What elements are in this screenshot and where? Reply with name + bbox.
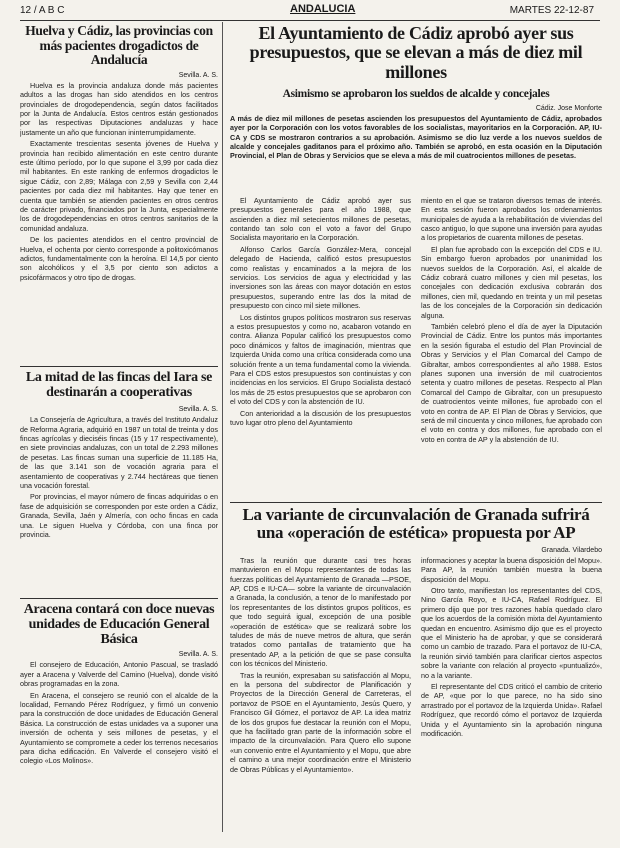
article-body (20, 81, 218, 293)
headline: Aracena contará con doce nuevas unidades de Educación General Básica (23, 602, 215, 648)
article-body (20, 660, 218, 810)
subheadline: Asimismo se aprobaron los sueldos de alcalde y concejales (282, 88, 550, 101)
paragraph: Alfonso Carlos García González-Mera, concejal delegado de Hacienda, calificó estos presupuestos como realistas y encaminados a la mejora de los servicios. Los servicios de agua y electricidad y las inversiones son las áreas con mayor dotación en estos presupuestos, superando entre las dos la mitad de presupuesto con cinco mil siete millones. (230, 244, 411, 311)
byline: Cádiz. Jose Monforte (535, 104, 602, 112)
paragraph: Por provincias, el mayor número de fincas adquiridas o en fase de adquisición se corresponden por este orden a Cádiz, Granada, Sevilla, Jaén y Almería, con ocho fincas en cada una. Le siguen Huelva y Córdoba, con una finca por provincia. (20, 492, 218, 540)
divider (20, 598, 218, 599)
article-columns (230, 196, 602, 460)
paragraph: En Aracena, el consejero se reunió con el alcalde de la localidad, Fernando Pérez Rodríguez, y firmó un convenio para la construcción de doce unidades de Educación General Básica. La construcción de estas unidades va a suponer una inversión de ochenta y seis millones de pesetas, y el Ayuntamiento se compromete a ceder los terrenos necesarios para dicha edificación. En Valverde el consejero visitó el colegio «Los Molinos». (20, 690, 218, 766)
paragraph: El representante del CDS criticó el cambio de criterio de AP, «que por lo que parece, no ha sido sino arrastrado por el portavoz de la Izquierda Unida». Rafael Rodríguez, que recordó cómo el portavoz de Izquierda Unida y el Ayuntamiento sin la aprobación ninguna modificación. (421, 682, 602, 739)
paragraph: Exactamente trescientas sesenta jóvenes de Huelva y provincia han recibido alimentación en este centro durante este último período, por lo que supone el 3,99 por cada diez mil habitantes. En este ranking de enfermos drogadictos le sigue Cádiz, con 2,89; Málaga con 2,59 y Sevilla con 2,44 pacientes por cada diez mil habitantes. Hay que tener en cuenta que también se atienden pacientes en otros centros de carácter privado, financiados por la Junta, especialmente los de drogodependencias en otros centros sanitarios de la comunidad andaluza. (20, 139, 218, 233)
divider (230, 502, 602, 503)
paragraph: El consejero de Educación, Antonio Pascual, se trasladó ayer a Aracena y Valverde del Camino (Huelva), donde visitó obras programadas en la zona. (20, 660, 218, 689)
paragraph: El Ayuntamiento de Cádiz aprobó ayer sus presupuestos generales para el año 1988, que ascienden a diez mil setecientos millones de pesetas, contando tan solo con el voto a favor del Grupo Socialista mayoritario en la Corporación. (230, 195, 411, 243)
text-column (230, 196, 411, 460)
paragraph: De los pacientes atendidos en el centro provincial de Huelva, el ochenta por ciento corresponde a politoxicómanos adictos, fundamentalmente con la heroína. El 14,5 por ciento son alcohólicos y el 3,5 por ciento son adictos a psicofármacos y otro tipo de drogas. (20, 235, 218, 282)
paragraph: informaciones y aceptar la buena disposición del Mopu». Para AP, la reunión también muestra la buena disposición del Mopu. (421, 555, 602, 584)
paragraph: Tras la reunión que durante casi tres horas mantuvieron en el Mopu representantes de todas las fuerzas políticas del Ayuntamiento de Granada —PSOE, AP, CDS e IU-CA— sobre la variante de circunvalación a Granada, la conclusión, a tenor de lo manifestado por los representantes de los distintos grupos políticos, es que todo seguirá igual, excepción de una posible «operación de estética» que se realizará sobre los taludes de más de nueve metros de altura, que serán tratados como pantallas de tratamiento que ha presentado AP, a la petición de que se pase consulta con los técnicos del Ministerio. (230, 555, 411, 669)
article-iara-farms (20, 370, 218, 575)
byline: Sevilla. A. S. (178, 651, 218, 659)
paragraph: La Consejería de Agricultura, a través del Instituto Andaluz de Reforma Agraria, adquirió en 1987 un total de treinta y dos fincas agrícolas y dieciséis fincas (15 y 17 respectivamente), en siete provincias andaluzas, con un total de 2.293 millones de pesetas. Las fincas suman una superficie de 11.185 Ha, de las que 3.141 son de vocación agraria para el asentamiento de cooperativas y 2.744 hectáreas que tienen una vocación forestal. (20, 415, 218, 491)
paragraph: También celebró pleno el día de ayer la Diputación Provincial de Cádiz. Entre los puntos más importantes en la sesión figuraba el estudio del Plan Provincial de Obras y Servicios y el Plan Comarcal del Campo de Gibraltar, ambos correspondientes al año 1988. Estos planes suponen una inversión de mil cuatrocientos setenta y cuatro millones de pesetas. Respecto al Plan Comarcal del Campo de Gibraltar, con un presupuesto de cuatrocientos veinte millones, fue aprobado con el voto en contra de AP. El Plan de Obras y Servicios, que será de mil cincuenta y cinco millones, fue aprobado con el voto en contra y dos millones, fue aprobado con el voto en contra de AP y la abstención de IU. (421, 322, 602, 444)
article-columns (230, 556, 602, 826)
page-number: 12 / A B C (20, 5, 65, 16)
lead-paragraph: A más de diez mil millones de pesetas ascienden los presupuestos del Ayuntamiento de Cádiz, aprobados ayer por la Corporación con los votos favorables de los socialistas, mayoritarios en la Corporación. AP, IU-CA y CDS se mostraron contrarios a su aprobación. Asimismo se dio luz verde a los nuevos sueldos de alcalde y concejales gaditanos para el próximo año. También se aprobó, en esta ocasión en la Diputación Provincial, el Plan de Obras y Servicios que se eleva a más de mil cuatrocientos millones de pesetas. (230, 113, 602, 161)
article-drug-patients (20, 24, 218, 293)
paragraph: Otro tanto, manifiestan los representantes del CDS, Nino García Royo, e IU-CA, Rafael Rodríguez. El primero dijo que por tres razones había quedado claro que los acuerdos de la comisión mixta del Ayuntamiento quedan en encuentro. Asimismo dijo que es el proyecto que el Ministerio ha de aprobar, y que se considerará como un cambio de trazado. Para el portavoz de IU-CA, la reunión sirvió también para clarificar ciertos aspectos sobre la variante con relación al proyecto «puntualizó», no a la variante. (421, 585, 602, 680)
paragraph: El plan fue aprobado con la excepción del CDS e IU. Sin embargo fueron aprobados por unanimidad los nuevos sueldos de la Corporación. Así, el alcalde de Cádiz cobrará cuatro millones y cien mil pesetas, los concejales con dedicación exclusiva cobrarán dos millones, cien mil, quedando en treinta y un mil pesetas las de los concejales de la Corporación sin dedicación alguna. (421, 244, 602, 320)
byline: Granada. Vilardebo (541, 546, 602, 554)
text-column (230, 556, 411, 826)
paragraph: Con anterioridad a la discusión de los presupuestos tuvo lugar otro pleno del Ayuntamiento (230, 408, 411, 428)
paragraph: Huelva es la provincia andaluza donde más pacientes adultos a las drogas han sido atendidos en los centros provinciales de drogodependencia, según datos facilitados por la Junta de Andalucía. Estos centros están gestionados por las respectivas Diputaciones andaluzas y hace justamente un año que funcionan ininterrumpidamente. (20, 80, 218, 137)
page-header (20, 2, 600, 21)
byline: Sevilla. A. S. (178, 71, 218, 79)
article-cadiz-budget (230, 24, 602, 460)
column-divider (222, 22, 223, 832)
text-column (421, 556, 602, 826)
paragraph: Tras la reunión, expresaban su satisfacción al Mopu, en la persona del subdirector de Planificación y Proyectos de la Dirección General de Carreteras, el portavoz de PSOE en el Ayuntamiento, Jesús Quero, y Francisco Gil Gómez, el portavoz de AP. La idea matriz de los dos grupos fue destacar la reunión con el Mopu, que ha facilitado gran parte de la información sobre el impacto de la circunvalación. Para Quero ello supone «un convenio entre el Ayuntamiento y el Mopu, que abre el camino a una mejor coordinación entre el Ministerio de Obras Públicas y el Ayuntamiento». (230, 670, 411, 774)
byline: Sevilla. A. S. (178, 406, 218, 414)
issue-date: MARTES 22-12-87 (509, 5, 594, 16)
article-aracena-schools (20, 602, 218, 810)
headline: La variante de circunvalación de Granada sufrirá una «operación de estética» propuesta por AP (242, 505, 590, 543)
headline: La mitad de las fincas del Iara se destinarán a cooperativas (25, 370, 213, 401)
divider (20, 366, 218, 367)
headline: El Ayuntamiento de Cádiz aprobó ayer sus presupuestos, que se elevan a más de diez mil millones (249, 23, 583, 82)
article-granada-bypass (230, 506, 602, 826)
article-body (20, 415, 218, 575)
paragraph: Los distintos grupos políticos mostraron sus reservas a estos presupuestos y como no, acabaron votando en contra. Alianza Popular calificó los presupuestos como poco dinámicos y faltos de imaginación, mientras que Izquierda Unida como una crítica considerada como una solución frente a un tema fundamental como la vivienda. Para el CDS estos presupuestos son continuistas y con incidencias en los servicios. El Grupo Socialista destacó los más de 25 estos presupuestos que se aprobaron con el voto del CDS y con la abstención de IU. (230, 312, 411, 407)
paragraph: miento en el que se trataron diversos temas de interés. En esta sesión fueron aprobados los ordenamientos municipales de ayuda a la rehabilitación de viviendas del casco antiguo, lo que supone una inversión para ayudas a los propietarios de cuarenta millones de pesetas. (421, 195, 602, 243)
section-title: ANDALUCIA (290, 3, 356, 15)
text-column (421, 196, 602, 460)
headline: Huelva y Cádiz, las provincias con más pacientes drogadictos de Andalucía (25, 23, 213, 68)
